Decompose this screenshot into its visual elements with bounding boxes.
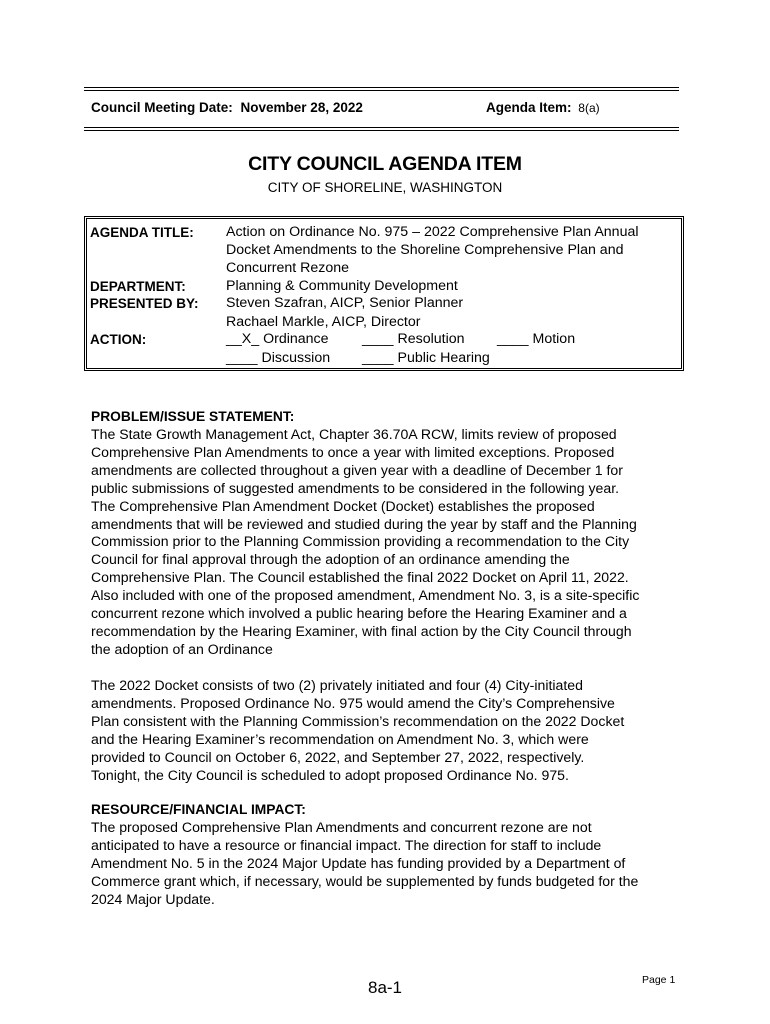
- problem-paragraph-2: [91, 677, 691, 784]
- presented-by-label: PRESENTED BY:: [90, 296, 199, 311]
- text-line: recommendation by the Hearing Examiner, with final action by the City Council through: [91, 622, 632, 639]
- agenda-title-line-1: Action on Ordinance No. 975 – 2022 Comprehensive Plan Annual: [226, 224, 639, 240]
- text-line: Tonight, the City Council is scheduled to adopt proposed Ordinance No. 975.: [91, 766, 569, 783]
- text-line: The 2022 Docket consists of two (2) privately initiated and four (4) City-initiated: [91, 677, 583, 693]
- page-number: 8a-1: [367, 978, 403, 997]
- text-line: Commerce grant which, if necessary, would be supplemented by funds budgeted for the: [91, 872, 639, 889]
- text-line: Plan consistent with the Planning Commission’s recommendation on the 2022 Docket: [91, 712, 625, 729]
- action-discussion: ____ Discussion: [226, 350, 331, 366]
- problem-paragraph-1: [91, 426, 691, 659]
- text-line: The State Growth Management Act, Chapter 36.70A RCW, limits review of proposed: [91, 426, 617, 442]
- agenda-title-line-2: Docket Amendments to the Shoreline Comprehensive Plan and: [226, 242, 624, 258]
- meeting-date-label: Council Meeting Date:: [91, 100, 233, 115]
- text-line: concurrent rezone which involved a public hearing before the Hearing Examiner and a: [91, 605, 627, 622]
- text-line: Council for final approval through the adoption of an ordinance amending the: [91, 551, 570, 568]
- meeting-date-value: November 28, 2022: [240, 100, 363, 115]
- resource-section: [91, 801, 691, 909]
- text-line: Comprehensive Plan Amendments to once a year with limited exceptions. Proposed: [91, 443, 615, 460]
- action-label: ACTION:: [90, 332, 147, 347]
- department-label: DEPARTMENT:: [90, 279, 186, 294]
- agenda-item-value: 8(a): [578, 101, 600, 115]
- text-line: Also included with one of the proposed amendment, Amendment No. 3, is a site-specific: [91, 587, 640, 604]
- text-line: the adoption of an Ordinance: [91, 640, 273, 657]
- text-line: Comprehensive Plan. The Council established the final 2022 Docket on April 11, 2022.: [91, 569, 629, 586]
- text-line: The proposed Comprehensive Plan Amendments and concurrent rezone are not: [91, 819, 592, 835]
- presenter-1: Steven Szafran, AICP, Senior Planner: [226, 295, 464, 311]
- page-label: Page 1: [642, 974, 676, 986]
- agenda-item: [486, 100, 600, 115]
- text-line: amendments are collected throughout a given year with a deadline of December 1 for: [91, 461, 623, 478]
- text-line: Commission prior to the Planning Commission providing a recommendation to the City: [91, 533, 630, 550]
- department-value: Planning & Community Development: [226, 278, 458, 294]
- text-line: The Comprehensive Plan Amendment Docket (Docket) establishes the proposed: [91, 497, 595, 514]
- text-line: public submissions of suggested amendments to be considered in the following year.: [91, 479, 620, 496]
- text-line: amendments. Proposed Ordinance No. 975 would amend the City’s Comprehensive: [91, 694, 615, 711]
- text-line: Amendment No. 5 in the 2024 Major Update has funding provided by a Department of: [91, 854, 626, 871]
- problem-heading: PROBLEM/ISSUE STATEMENT:: [91, 409, 295, 424]
- resource-heading: RESOURCE/FINANCIAL IMPACT:: [91, 802, 306, 817]
- presenter-2: Rachael Markle, AICP, Director: [226, 314, 421, 330]
- problem-section: [91, 408, 691, 659]
- header-bottom-rule: [84, 127, 679, 131]
- action-resolution: ____ Resolution: [362, 331, 465, 347]
- resource-paragraph: [91, 819, 691, 909]
- action-motion: ____ Motion: [497, 331, 576, 347]
- text-line: anticipated to have a resource or financial impact. The direction for staff to include: [91, 836, 602, 853]
- agenda-title-line-3: Concurrent Rezone: [226, 260, 350, 276]
- header-top-rule: [84, 87, 679, 91]
- text-line: and the Hearing Examiner’s recommendation on Amendment No. 3, which were: [91, 730, 589, 747]
- page-title: CITY COUNCIL AGENDA ITEM: [248, 153, 522, 175]
- paragraph-body: [91, 677, 691, 784]
- agenda-title-label: AGENDA TITLE:: [90, 225, 194, 240]
- text-line: provided to Council on October 6, 2022, and September 27, 2022, respectively.: [91, 748, 585, 765]
- text-line: 2024 Major Update.: [91, 890, 215, 907]
- agenda-item-label: Agenda Item:: [486, 100, 572, 115]
- action-public-hearing: ____ Public Hearing: [362, 350, 490, 366]
- action-ordinance: __X_ Ordinance: [226, 331, 329, 347]
- meeting-date: [91, 100, 363, 115]
- page-subtitle: CITY OF SHORELINE, WASHINGTON: [267, 180, 503, 195]
- text-line: amendments that will be reviewed and studied during the year by staff and the Planning: [91, 515, 637, 532]
